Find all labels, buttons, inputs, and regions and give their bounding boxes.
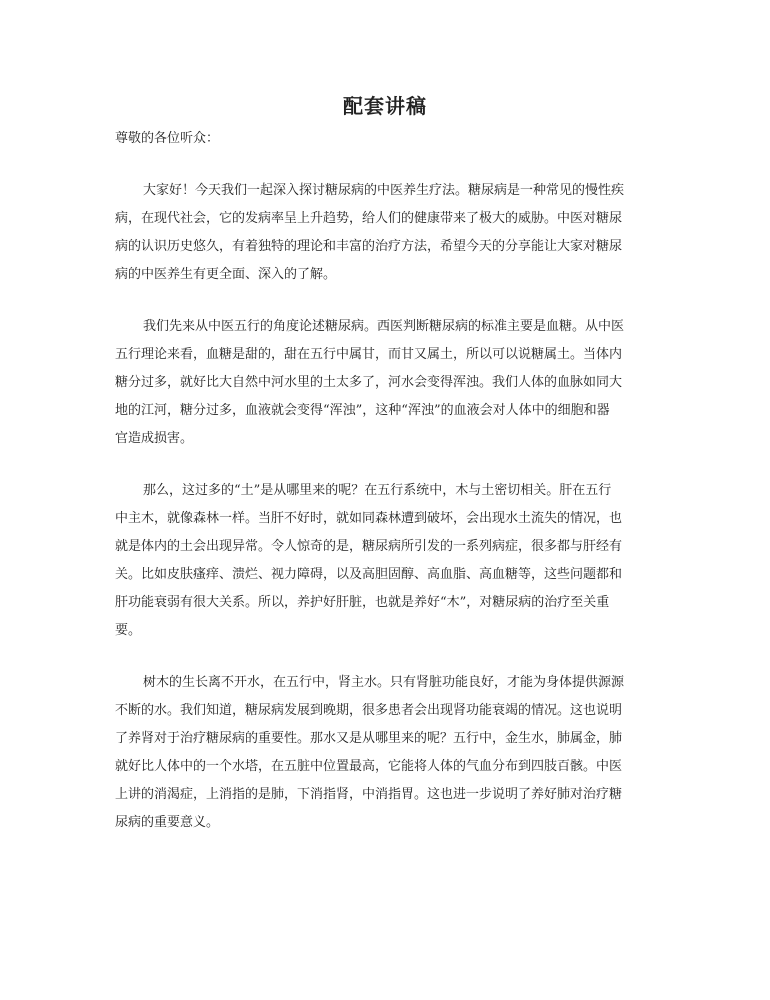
- document-body: [115, 125, 660, 837]
- paragraph-gap: [115, 153, 660, 177]
- salutation: 尊敬的各位听众：: [115, 131, 220, 146]
- paragraph-line: 我们先来从中医五行的角度论述糖尿病。西医判断糖尿病的标准主要是血糖。从中医: [143, 319, 625, 334]
- paragraph-2: [115, 313, 660, 453]
- paragraph-line: 地的江河，糖分过多，血液就会变得“浑浊”，这种“浑浊”的血液会对人体中的细胞和器: [115, 403, 610, 418]
- paragraph-gap: [115, 289, 660, 313]
- paragraph-1: [115, 177, 660, 289]
- paragraph-line: 就好比人体中的一个水塔，在五脏中位置最高，它能将人体的气血分布到四肢百骸。中医: [115, 759, 623, 774]
- paragraph-4: [115, 669, 660, 837]
- paragraph-line: 了养肾对于治疗糖尿病的重要性。那水又是从哪里来的呢？五行中，金生水，肺属金，肺: [115, 731, 623, 746]
- page-title: 配套讲稿: [343, 94, 427, 118]
- paragraph-line: 病的认识历史悠久，有着独特的理论和丰富的治疗方法，希望今天的分享能让大家对糖尿: [115, 239, 623, 254]
- paragraph-line: 不断的水。我们知道，糖尿病发展到晚期，很多患者会出现肾功能衰竭的情况。这也说明: [115, 703, 623, 718]
- paragraph-line: 那么，这过多的“土”是从哪里来的呢？在五行系统中，木与土密切相关。肝在五行: [143, 483, 612, 498]
- paragraph-line: 要。: [115, 623, 142, 638]
- paragraph-line: 病的中医养生有更全面、深入的了解。: [115, 267, 337, 282]
- paragraph-gap: [115, 453, 660, 477]
- paragraph-line: 糖分过多，就好比大自然中河水里的土太多了，河水会变得浑浊。我们人体的血脉如同大: [115, 375, 623, 390]
- paragraph-line: 病，在现代社会，它的发病率呈上升趋势，给人们的健康带来了极大的威胁。中医对糖尿: [115, 211, 623, 226]
- paragraph-line: 五行理论来看，血糖是甜的，甜在五行中属甘，而甘又属土，所以可以说糖属土。当体内: [115, 347, 623, 362]
- paragraph-line: 就是体内的土会出现异常。令人惊奇的是，糖尿病所引发的一系列病症，很多都与肝经有: [115, 539, 623, 554]
- paragraph-line: 大家好！今天我们一起深入探讨糖尿病的中医养生疗法。糖尿病是一种常见的慢性疾: [143, 183, 625, 198]
- paragraph-line: 上讲的消渴症，上消指的是肺，下消指肾，中消指胃。这也进一步说明了养好肺对治疗糖: [115, 787, 623, 802]
- paragraph-gap: [115, 645, 660, 669]
- paragraph-line: 中主木，就像森林一样。当肝不好时，就如同森林遭到破坏，会出现水土流失的情况，也: [115, 511, 623, 526]
- paragraph-line: 官造成损害。: [115, 431, 194, 446]
- paragraph-line: 树木的生长离不开水，在五行中，肾主水。只有肾脏功能良好，才能为身体提供源源: [143, 675, 625, 690]
- paragraph-line: 肝功能衰弱有很大关系。所以，养护好肝脏，也就是养好“木”，对糖尿病的治疗至关重: [115, 595, 610, 610]
- paragraph-3: [115, 477, 660, 645]
- paragraph-line: 关。比如皮肤瘙痒、溃烂、视力障碍，以及高胆固醇、高血脂、高血糖等，这些问题都和: [115, 567, 623, 582]
- paragraph-line: 尿病的重要意义。: [115, 815, 220, 830]
